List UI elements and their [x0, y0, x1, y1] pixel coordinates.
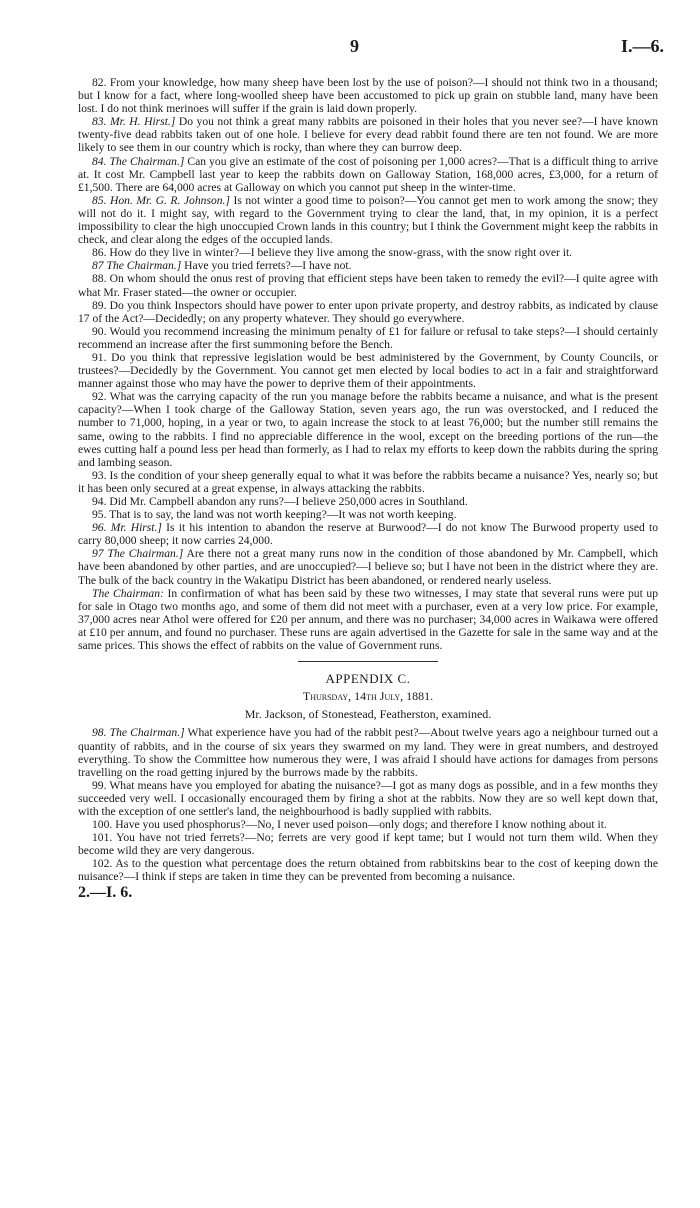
- paragraph-text: Have you tried ferrets?—I have not.: [181, 259, 352, 273]
- page-header: [78, 36, 664, 58]
- paragraph: [78, 246, 658, 259]
- paragraph: [78, 547, 658, 586]
- paragraph: [78, 194, 658, 246]
- paragraph-text: Is not winter a good time to poison?—You cannot get men to work among the snow; they will not do it. I might say, with regard to the Government trying to clear the land, that, in my opinion, it is a perfect impossibility to clear the high unoccupied Crown lands in this country; but I think the Government might keep the rabbits in check, and clear along the edges of the occupied lands.: [78, 193, 658, 247]
- paragraph: [78, 818, 658, 831]
- paragraph-text: What experience have you had of the rabbit pest?—About twelve years ago a neighbour turned out a quantity of rabbits, and in the course of six years they swarmed on my land. They were in great numbers, and destroyed everything. To show the Committee how numerous they were, I was afraid I should have actions for damages from persons travelling on the road getting injured by the burrows made by the rabbits.: [78, 726, 658, 779]
- appendix-title: APPENDIX C.: [325, 671, 411, 687]
- speaker-label: 83. Mr. H. Hirst.]: [92, 115, 176, 129]
- paragraph-text: In confirmation of what has been said by these two witnesses, I may state that several runs were put up for sale in Otago two months ago, and some of them did not meet with a purchaser, even at a very low price. For example, 37,000 acres near Athol were offered for £20 per annum, and there was no purchaser; 34,000 acres in Waikawa were offered at £10 per annum, and found no purchaser. These runs are again advertised in the Gazette for sale in the same way and at the same prices. This shows the effect of rabbits on the value of Government runs.: [78, 586, 658, 653]
- appendix-paragraphs: [78, 726, 658, 883]
- document-page: [78, 36, 664, 901]
- signature-mark: 2.—I. 6.: [78, 883, 133, 901]
- paragraph: [78, 76, 658, 115]
- speaker-label: 87 The Chairman.]: [92, 259, 182, 273]
- paragraph-text: 90. Would you recommend increasing the minimum penalty of £1 for failure or refusal to take steps?—I should certainly recommend an increase after the first summoning before the Bench.: [78, 324, 658, 351]
- evidence-paragraphs: [78, 76, 658, 652]
- paragraph: [78, 857, 658, 883]
- paragraph-text: 101. You have not tried ferrets?—No; ferrets are very good if kept tame; but I would not turn them wild. When they become wild they are very dangerous.: [78, 831, 658, 858]
- speaker-label: 84. The Chairman.]: [92, 154, 185, 168]
- paragraph: [78, 272, 658, 298]
- paragraph: [78, 351, 658, 390]
- appendix-date: Thursday, 14th July, 1881.: [302, 689, 434, 704]
- document-body: [78, 76, 658, 899]
- page-number: 9: [350, 36, 359, 56]
- paragraph-text: 100. Have you used phosphorus?—No, I never used poison—only dogs; and therefore I know nothing about it.: [92, 818, 607, 832]
- paragraph-text: Is it his intention to abandon the reserve at Burwood?—I do not know The Burwood property used to carry 80,000 sheep; it now carries 24,000.: [78, 521, 659, 548]
- paragraph-text: 89. Do you think Inspectors should have power to enter upon private property, and destroy rabbits, as indicated by clause 17 of the Act?—Decidedly; on any property whatever. They should go everywhere.: [78, 298, 658, 325]
- paragraph: [78, 259, 658, 272]
- paragraph: [78, 325, 658, 351]
- paragraph: [78, 495, 658, 508]
- paragraph: [78, 155, 658, 194]
- paragraph: [78, 299, 658, 325]
- paragraph: [78, 587, 658, 652]
- paragraph-text: 93. Is the condition of your sheep generally equal to what it was before the rabbits became a nuisance? Yes, nearly so; but it has been only secured at a great expense, in always attacking the rabbits.: [78, 468, 658, 495]
- paragraph-text: 88. On whom should the onus rest of proving that efficient steps have been taken to remedy the evil?—I quite agree with what Mr. Fraser stated—the owner or occupier.: [78, 272, 658, 299]
- paragraph-text: 82. From your knowledge, how many sheep have been lost by the use of poison?—I should not think two in a thousand; but I know for a fact, where long-woolled sheep have been accustomed to pick up grain on stubble land, many have been lost. I do not think merinoes will suffer if the grain is laid down properly.: [78, 76, 658, 116]
- appendix-witness: Mr. Jackson, of Stonestead, Featherston, examined.: [244, 707, 492, 722]
- speaker-label: 97 The Chairman.]: [92, 547, 184, 561]
- paragraph-text: Can you give an estimate of the cost of poisoning per 1,000 acres?—That is a difficult thing to arrive at. It cost Mr. Campbell last year to keep the rabbits down on Galloway Station, 168,000 acres, £3,000, for a return of £1,500. There are 64,000 acres at Galloway on which you cannot put sheep in the winter-time.: [78, 154, 658, 194]
- speaker-label: 96. Mr. Hirst.]: [92, 521, 162, 535]
- paragraph: [78, 726, 658, 778]
- speaker-label: 85. Hon. Mr. G. R. Johnson.]: [92, 193, 230, 207]
- speaker-label: 98. The Chairman.]: [92, 726, 185, 740]
- paragraph-text: 91. Do you think that repressive legislation would be best administered by the Government, by County Councils, or trustees?—Decidedly by the Government. You cannot get men elected by local bodies to act in a fair and straightforward manner against those who may have the power to deprive them of their appointments.: [78, 350, 658, 391]
- paragraph: [78, 115, 658, 154]
- paragraph-text: Are there not a great many runs now in the condition of those abandoned by Mr. Campbell, which have been abandoned by other parties, and are unoccupied?—I believe so; but I have not been in the district where they are. The bulk of the back country in the Wakatipu District has been abandoned, or rendered nearly useless.: [78, 547, 659, 587]
- speaker-label: The Chairman:: [92, 586, 164, 600]
- paragraph: [78, 831, 658, 857]
- paragraph-text: 92. What was the carrying capacity of the run you manage before the rabbits became a nuisance, and what is the present capacity?—When I took charge of the Galloway Station, seven years ago, the run was overstocked, and I reduced the number to 71,000, hoping, in a year or two, to again increase the stock to at least 76,000; but the number still remains the same, owing to the rabbits. I find no appreciable difference in the wool, except on the breeding portions of the run—the ewes cutting half a pound less per head than formerly, as I had to relax my efforts to keep down the rabbits during the spring and lambing season.: [78, 390, 658, 469]
- section-divider: [298, 661, 438, 662]
- paragraph-text: 95. That is to say, the land was not worth keeping?—It was not worth keeping.: [92, 508, 457, 522]
- paragraph-text: 94. Did Mr. Campbell abandon any runs?—I believe 250,000 acres in Southland.: [92, 495, 468, 508]
- paragraph-text: 99. What means have you employed for abating the nuisance?—I got as many dogs as possible, and in a few months they succeeded very well. I occasionally encouraged them by firing a shot at the rabbits. Now they are so well kept down that, with the exception of one settler's land, the neighbourhood is badly supplied with rabbits.: [78, 778, 658, 818]
- paragraph: [78, 390, 658, 469]
- paragraph: [78, 779, 658, 818]
- paragraph-text: 86. How do they live in winter?—I believe they live among the snow-grass, with the snow right over it.: [92, 246, 573, 260]
- paragraph: [78, 521, 658, 547]
- paragraph-text: Do you not think a great many rabbits are poisoned in their holes that you never see?—I have known twenty-five dead rabbits taken out of one hole. I believe for every dead rabbit found there are ten not found. We are more likely to see them in our country which is rocky, than where they can burrow deep.: [78, 115, 658, 155]
- paragraph-text: 102. As to the question what percentage does the return obtained from rabbitskins bear to the cost of keeping down the nuisance?—I think if steps are taken in time they can be prevented from becoming a nuisance.: [78, 857, 658, 884]
- running-head: I.—6.: [620, 36, 664, 56]
- paragraph: [78, 508, 658, 521]
- paragraph: [78, 469, 658, 495]
